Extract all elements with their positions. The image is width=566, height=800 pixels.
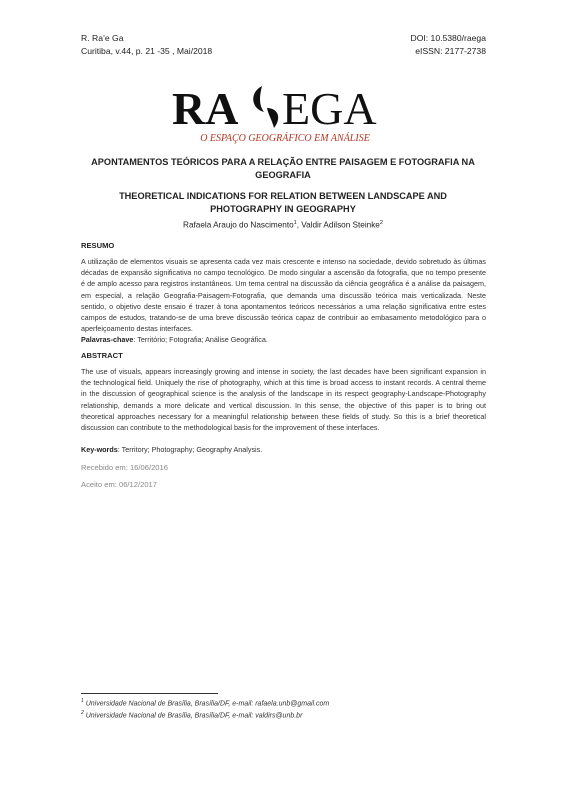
abstract-text: The use of visuals, appears increasingly growing and intense in society, the last decades have been significant expansion in the technological field. Uniquely the rise of photography, which at this time is broad access to instant records. A central theme in the discussion of geographical science is the analysis of the landscape in its respect geography-Landscape-Photography relationship, demands a more delicate and vertical discussion. In this sense, the objective of this paper is to bring out theoretical approaches necessary for a meaningful relationship between these fields of study. So this is a brief theoretical discussion can contribute to the methodological basis for the improvement of these interfaces. <box>81 367 486 433</box>
eissn: eISSN: 2177-2738 <box>415 46 486 56</box>
keywords-value: : Territory; Photography; Geography Analysis. <box>117 445 263 454</box>
author-name: Valdir Adilson Steinke <box>301 220 380 230</box>
header-right <box>411 32 487 58</box>
header-left <box>81 32 212 58</box>
journal-logo <box>170 78 400 148</box>
keywords-value: : Território; Fotografia; Análise Geográfica. <box>133 335 268 344</box>
footnote <box>81 710 302 719</box>
footnote-text: Universidade Nacional de Brasília, Brasília/DF, e-mail: valdirs@unb.br <box>83 712 303 720</box>
author-line <box>90 220 476 230</box>
palavras-chave <box>81 335 486 344</box>
logo-text-left: RA <box>172 83 239 134</box>
keywords-label: Palavras-chave <box>81 335 134 344</box>
logo-text-right: EGA <box>282 83 377 134</box>
resumo-text: A utilização de elementos visuais se apresenta cada vez mais crescente e intenso na sociedade, devido sobretudo às últimas décadas de expansão significativa no campo tecnológico. De modo singular a ascensão da fotografia, que no tempo presente é de amplo acesso para registros instantâneos. Um tema central na discussão da ciência geográfica é a análise da paisagem, em especial, a relação Geografia-Paisagem-Fotografia, que demanda uma discussão teórica mais verticalizada. Neste sentido, o objetivo deste ensaio é trazer à tona apontamentos teóricos necessários a uma relação significativa entre estes campos de estudos, tratando-se de uma breve discussão teórica capaz de contribuir ao embasamento metodológico para o aperfeiçoamento destas interfaces. <box>81 257 486 334</box>
author-name: Rafaela Araujo do Nascimento <box>183 220 294 230</box>
accepted-date: Aceito em: 06/12/2017 <box>81 480 157 489</box>
resumo-heading: RESUMO <box>81 241 115 250</box>
title-english: THEORETICAL INDICATIONS FOR RELATION BETWEEN LANDSCAPE AND PHOTOGRAPHY IN GEOGRAPHY <box>119 191 447 214</box>
keywords-label: Key-words <box>81 445 118 454</box>
title-portuguese: APONTAMENTOS TEÓRICOS PARA A RELAÇÃO ENTRE PAISAGEM E FOTOGRAFIA NA GEOGRAFIA <box>91 157 475 180</box>
footnote <box>81 698 329 707</box>
footnote-number: 2 <box>81 710 84 716</box>
doi: DOI: 10.5380/raega <box>410 33 486 43</box>
key-words <box>81 445 486 454</box>
footnote-text: Universidade Nacional de Brasília, Brasília/DF, e-mail: rafaela.unb@gmail.com <box>83 700 330 708</box>
footnote-divider <box>81 693 218 694</box>
received-date: Recebido em: 16/06/2016 <box>81 463 168 472</box>
author-separator: , <box>296 220 302 230</box>
logo-tagline: O ESPAÇO GEOGRÁFICO EM ANÁLISE <box>200 133 370 144</box>
journal-name: R. Ra’e Ga <box>81 33 124 43</box>
footnote-number: 1 <box>81 698 84 704</box>
author-footnote-marker: 1 <box>293 220 297 226</box>
author-footnote-marker: 2 <box>379 220 383 226</box>
abstract-heading: ABSTRACT <box>81 351 123 360</box>
leaf-icon <box>253 86 278 128</box>
citation: Curitiba, v.44, p. 21 -35 , Mai/2018 <box>81 46 213 56</box>
